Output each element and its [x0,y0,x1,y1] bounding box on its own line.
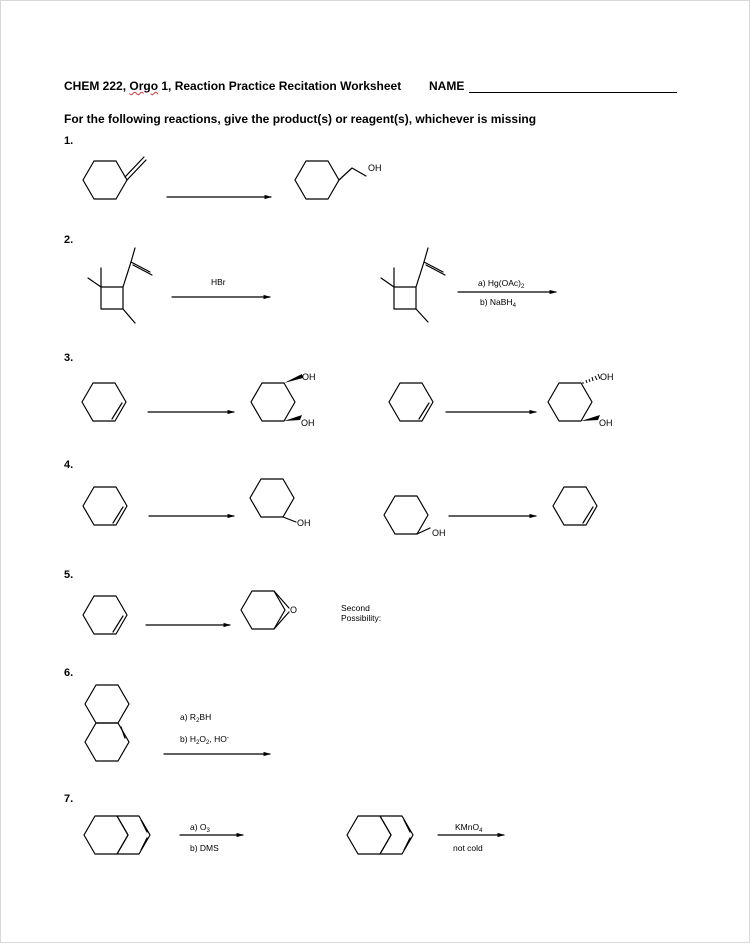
q3-trans-diol-hash-top [583,374,600,384]
q2-reagent-a: a) $Hg(OAc)_2$ [478,278,525,290]
question-7-number: 7. [64,793,74,805]
q5-second-possibility-note: Second Possibility: [341,603,382,623]
q2-reagent-hbr: HBr [211,277,226,287]
q1-oh-label: OH [368,163,382,173]
q3-cyclohexene-1 [82,383,126,421]
q7-reagent-b: b) DMS [190,843,219,853]
title-orgo-word: Orgo [129,79,159,93]
q2-reagent-b: b) NaBH$_4$ [480,297,516,309]
question-6-number: 6. [64,667,74,679]
q7-hexahydronaphthalene-1 [84,816,150,854]
question-2-number: 2. [64,234,74,246]
q3-trans-oh-bottom-label: OH [599,418,613,428]
q7-reagent-not-cold: not cold [453,843,483,853]
q5-epoxide [241,591,289,629]
q4-oh-label-2: OH [432,528,446,538]
q3-trans-diol [548,383,592,421]
instructions: For the following reactions, give the product(s) or reagent(s), whichever is missing [64,112,537,126]
q2-second-cyclobutane [381,248,445,322]
q4-cyclohexene-1 [83,487,127,525]
question-4-number: 4. [64,459,74,471]
q4-oh-label-1: OH [297,518,311,528]
q3-cis-oh-bottom-label: OH [301,418,315,428]
q6-octahydronaphthalene [85,685,129,761]
question-1-number: 1. [64,135,74,147]
q4-cyclohexanol [250,479,296,522]
q1-cyclohexylmethanol [295,161,366,199]
q4-cyclohexene-product [553,487,597,525]
q3-trans-oh-top-label: OH [600,372,614,382]
q2-starting-cyclobutane [88,248,152,323]
q7-reagent-a: a) $O_3$ [190,822,210,834]
q3-cyclohexene-2 [389,383,433,421]
q3-cis-diol-wedge-top [284,374,303,383]
q6-reagent-b: b) $H_2O_2$, HO- [180,734,229,746]
question-3-number: 3. [64,352,74,364]
q4-cyclohexanol-2 [384,496,430,534]
q6-reagent-a: a) $R_2BH$ [180,712,212,724]
worksheet-title: CHEM 222, Orgo 1, Reaction Practice Recitation Worksheet [64,79,402,93]
q3-cis-diol [251,383,295,421]
q3-cis-oh-top-label: OH [302,372,316,382]
q7-reagent-kmno4: KMnO$_4$ [455,822,483,834]
q5-cyclohexene [83,596,127,634]
name-label: NAME [429,79,465,93]
question-5-number: 5. [64,569,74,581]
q7-hexahydronaphthalene-2 [347,816,413,854]
q5-epoxide-o-label: O [290,605,298,615]
q1-methylenecyclohexane [83,157,146,199]
